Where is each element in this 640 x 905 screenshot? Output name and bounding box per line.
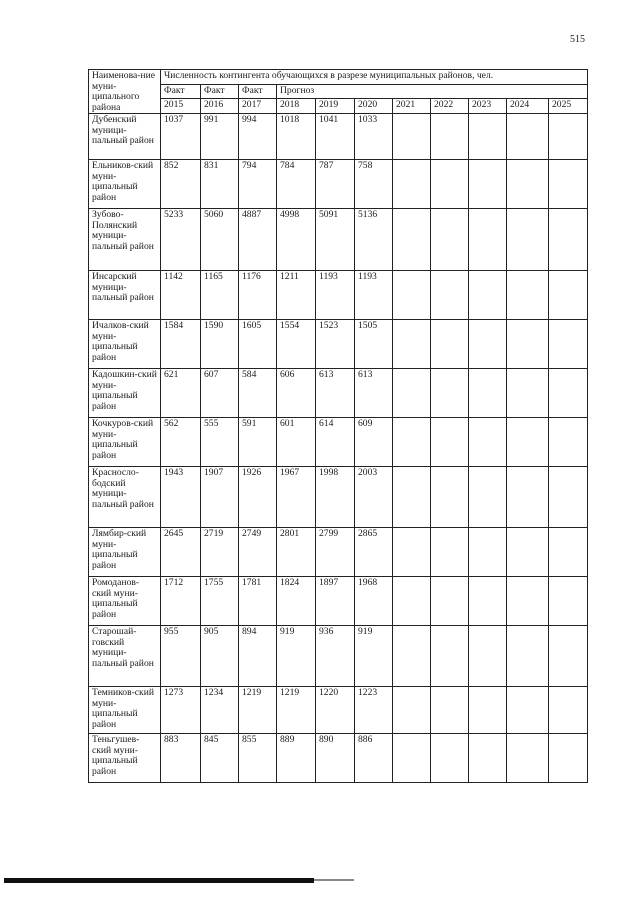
table-row bbox=[89, 114, 588, 160]
table-row bbox=[89, 271, 588, 320]
value-cell: 1033 bbox=[355, 114, 393, 160]
empty-cell bbox=[393, 467, 431, 528]
district-name-cell: Старошай-говский муници-пальный район bbox=[89, 626, 161, 687]
year-header: 2019 bbox=[316, 99, 355, 114]
value-cell: 613 bbox=[355, 369, 393, 418]
value-cell: 5060 bbox=[201, 209, 239, 271]
empty-cell bbox=[393, 687, 431, 734]
data-table bbox=[88, 69, 588, 783]
table-row bbox=[89, 687, 588, 734]
empty-cell bbox=[431, 369, 469, 418]
table-row bbox=[89, 160, 588, 209]
empty-cell bbox=[507, 577, 549, 626]
value-cell: 1755 bbox=[201, 577, 239, 626]
value-cell: 787 bbox=[316, 160, 355, 209]
empty-cell bbox=[431, 114, 469, 160]
district-name-cell: Лямбир-ский муни-ципальный район bbox=[89, 528, 161, 577]
district-name-cell: Зубово-Полянский муници-пальный район bbox=[89, 209, 161, 271]
value-cell: 609 bbox=[355, 418, 393, 467]
value-cell: 994 bbox=[239, 114, 277, 160]
main-header: Численность контингента обучающихся в разрезе муниципальных районов, чел. bbox=[161, 70, 588, 85]
value-cell: 2003 bbox=[355, 467, 393, 528]
value-cell: 883 bbox=[161, 734, 201, 783]
empty-cell bbox=[507, 369, 549, 418]
value-cell: 1142 bbox=[161, 271, 201, 320]
empty-cell bbox=[507, 734, 549, 783]
value-cell: 1041 bbox=[316, 114, 355, 160]
empty-cell bbox=[507, 687, 549, 734]
value-cell: 1211 bbox=[277, 271, 316, 320]
empty-cell bbox=[393, 528, 431, 577]
value-cell: 855 bbox=[239, 734, 277, 783]
value-cell: 607 bbox=[201, 369, 239, 418]
value-cell: 1590 bbox=[201, 320, 239, 369]
value-cell: 601 bbox=[277, 418, 316, 467]
value-cell: 621 bbox=[161, 369, 201, 418]
district-name-cell: Ромоданов-ский муни-ципальный район bbox=[89, 577, 161, 626]
year-header: 2016 bbox=[201, 99, 239, 114]
value-cell: 1967 bbox=[277, 467, 316, 528]
empty-cell bbox=[507, 418, 549, 467]
scan-edge-fade bbox=[314, 879, 354, 881]
value-cell: 1234 bbox=[201, 687, 239, 734]
value-cell: 1037 bbox=[161, 114, 201, 160]
value-cell: 5233 bbox=[161, 209, 201, 271]
corner-header: Наименова-ние муни-ципального района bbox=[89, 70, 161, 114]
table-row bbox=[89, 320, 588, 369]
district-name-cell: Ельников-ский муни-ципальный район bbox=[89, 160, 161, 209]
empty-cell bbox=[507, 160, 549, 209]
empty-cell bbox=[507, 114, 549, 160]
empty-cell bbox=[549, 209, 588, 271]
empty-cell bbox=[549, 626, 588, 687]
empty-cell bbox=[431, 209, 469, 271]
value-cell: 1523 bbox=[316, 320, 355, 369]
empty-cell bbox=[469, 418, 507, 467]
value-cell: 758 bbox=[355, 160, 393, 209]
table-row bbox=[89, 467, 588, 528]
empty-cell bbox=[507, 271, 549, 320]
year-header: 2020 bbox=[355, 99, 393, 114]
value-cell: 591 bbox=[239, 418, 277, 467]
empty-cell bbox=[507, 626, 549, 687]
value-cell: 955 bbox=[161, 626, 201, 687]
empty-cell bbox=[507, 467, 549, 528]
empty-cell bbox=[431, 160, 469, 209]
district-name-cell: Ичалков-ский муни-ципальный район bbox=[89, 320, 161, 369]
year-header: 2017 bbox=[239, 99, 277, 114]
empty-cell bbox=[469, 369, 507, 418]
value-cell: 1505 bbox=[355, 320, 393, 369]
value-cell: 905 bbox=[201, 626, 239, 687]
empty-cell bbox=[393, 577, 431, 626]
value-cell: 584 bbox=[239, 369, 277, 418]
value-cell: 1165 bbox=[201, 271, 239, 320]
fact-label: Факт bbox=[161, 84, 201, 99]
value-cell: 1824 bbox=[277, 577, 316, 626]
value-cell: 936 bbox=[316, 626, 355, 687]
value-cell: 555 bbox=[201, 418, 239, 467]
table-row bbox=[89, 577, 588, 626]
value-cell: 613 bbox=[316, 369, 355, 418]
empty-cell bbox=[469, 626, 507, 687]
year-header: 2021 bbox=[393, 99, 431, 114]
table-row bbox=[89, 369, 588, 418]
table-row bbox=[89, 528, 588, 577]
value-cell: 1926 bbox=[239, 467, 277, 528]
value-cell: 1223 bbox=[355, 687, 393, 734]
empty-cell bbox=[393, 160, 431, 209]
value-cell: 5091 bbox=[316, 209, 355, 271]
value-cell: 886 bbox=[355, 734, 393, 783]
value-cell: 562 bbox=[161, 418, 201, 467]
empty-cell bbox=[469, 209, 507, 271]
empty-cell bbox=[469, 114, 507, 160]
value-cell: 890 bbox=[316, 734, 355, 783]
empty-cell bbox=[431, 467, 469, 528]
table-body bbox=[89, 114, 588, 783]
value-cell: 614 bbox=[316, 418, 355, 467]
empty-cell bbox=[469, 467, 507, 528]
value-cell: 1219 bbox=[239, 687, 277, 734]
forecast-label: Прогноз bbox=[277, 84, 588, 99]
empty-cell bbox=[431, 528, 469, 577]
empty-cell bbox=[393, 209, 431, 271]
empty-cell bbox=[393, 626, 431, 687]
value-cell: 1781 bbox=[239, 577, 277, 626]
empty-cell bbox=[469, 687, 507, 734]
value-cell: 1176 bbox=[239, 271, 277, 320]
empty-cell bbox=[393, 418, 431, 467]
value-cell: 5136 bbox=[355, 209, 393, 271]
value-cell: 1554 bbox=[277, 320, 316, 369]
empty-cell bbox=[549, 160, 588, 209]
empty-cell bbox=[507, 528, 549, 577]
value-cell: 852 bbox=[161, 160, 201, 209]
value-cell: 845 bbox=[201, 734, 239, 783]
table-row bbox=[89, 626, 588, 687]
value-cell: 1968 bbox=[355, 577, 393, 626]
year-header: 2024 bbox=[507, 99, 549, 114]
district-name-cell: Краснослo-бодский муници-пальный район bbox=[89, 467, 161, 528]
value-cell: 1219 bbox=[277, 687, 316, 734]
header-row-years bbox=[89, 99, 588, 114]
value-cell: 1907 bbox=[201, 467, 239, 528]
district-name-cell: Кадошкин-ский муни-ципальный район bbox=[89, 369, 161, 418]
header-row-main bbox=[89, 70, 588, 85]
empty-cell bbox=[549, 528, 588, 577]
value-cell: 606 bbox=[277, 369, 316, 418]
value-cell: 4998 bbox=[277, 209, 316, 271]
empty-cell bbox=[469, 160, 507, 209]
year-header: 2025 bbox=[549, 99, 588, 114]
value-cell: 2865 bbox=[355, 528, 393, 577]
empty-cell bbox=[549, 467, 588, 528]
empty-cell bbox=[393, 320, 431, 369]
value-cell: 894 bbox=[239, 626, 277, 687]
value-cell: 1943 bbox=[161, 467, 201, 528]
value-cell: 2719 bbox=[201, 528, 239, 577]
table-row bbox=[89, 418, 588, 467]
header-row-status bbox=[89, 84, 588, 99]
fact-label: Факт bbox=[239, 84, 277, 99]
empty-cell bbox=[469, 271, 507, 320]
empty-cell bbox=[549, 369, 588, 418]
value-cell: 2645 bbox=[161, 528, 201, 577]
value-cell: 1712 bbox=[161, 577, 201, 626]
value-cell: 991 bbox=[201, 114, 239, 160]
empty-cell bbox=[431, 734, 469, 783]
empty-cell bbox=[431, 418, 469, 467]
year-header: 2018 bbox=[277, 99, 316, 114]
district-name-cell: Дубенский муници-пальный район bbox=[89, 114, 161, 160]
value-cell: 1897 bbox=[316, 577, 355, 626]
district-name-cell: Кочкуров-ский муни-ципальный район bbox=[89, 418, 161, 467]
value-cell: 2801 bbox=[277, 528, 316, 577]
empty-cell bbox=[549, 418, 588, 467]
table-row bbox=[89, 209, 588, 271]
scan-edge-bar bbox=[4, 878, 314, 883]
fact-label: Факт bbox=[201, 84, 239, 99]
year-header: 2023 bbox=[469, 99, 507, 114]
empty-cell bbox=[393, 734, 431, 783]
empty-cell bbox=[549, 271, 588, 320]
district-name-cell: Темников-ский муни-ципальный район bbox=[89, 687, 161, 734]
empty-cell bbox=[507, 209, 549, 271]
empty-cell bbox=[549, 114, 588, 160]
empty-cell bbox=[431, 320, 469, 369]
value-cell: 1018 bbox=[277, 114, 316, 160]
page-number: 515 bbox=[570, 34, 585, 45]
year-header: 2015 bbox=[161, 99, 201, 114]
empty-cell bbox=[549, 687, 588, 734]
empty-cell bbox=[393, 271, 431, 320]
empty-cell bbox=[469, 734, 507, 783]
table-row bbox=[89, 734, 588, 783]
value-cell: 1193 bbox=[355, 271, 393, 320]
empty-cell bbox=[431, 577, 469, 626]
value-cell: 1584 bbox=[161, 320, 201, 369]
year-header: 2022 bbox=[431, 99, 469, 114]
empty-cell bbox=[549, 320, 588, 369]
value-cell: 1605 bbox=[239, 320, 277, 369]
value-cell: 1193 bbox=[316, 271, 355, 320]
empty-cell bbox=[469, 528, 507, 577]
empty-cell bbox=[549, 734, 588, 783]
value-cell: 2749 bbox=[239, 528, 277, 577]
value-cell: 1220 bbox=[316, 687, 355, 734]
value-cell: 831 bbox=[201, 160, 239, 209]
value-cell: 2799 bbox=[316, 528, 355, 577]
empty-cell bbox=[507, 320, 549, 369]
empty-cell bbox=[431, 271, 469, 320]
empty-cell bbox=[549, 577, 588, 626]
empty-cell bbox=[431, 687, 469, 734]
district-name-cell: Теньгушев-ский муни-ципальный район bbox=[89, 734, 161, 783]
value-cell: 889 bbox=[277, 734, 316, 783]
value-cell: 1998 bbox=[316, 467, 355, 528]
empty-cell bbox=[431, 626, 469, 687]
value-cell: 4887 bbox=[239, 209, 277, 271]
value-cell: 1273 bbox=[161, 687, 201, 734]
empty-cell bbox=[393, 114, 431, 160]
empty-cell bbox=[469, 577, 507, 626]
district-name-cell: Инсарский муници-пальный район bbox=[89, 271, 161, 320]
value-cell: 784 bbox=[277, 160, 316, 209]
value-cell: 794 bbox=[239, 160, 277, 209]
value-cell: 919 bbox=[277, 626, 316, 687]
empty-cell bbox=[469, 320, 507, 369]
empty-cell bbox=[393, 369, 431, 418]
value-cell: 919 bbox=[355, 626, 393, 687]
